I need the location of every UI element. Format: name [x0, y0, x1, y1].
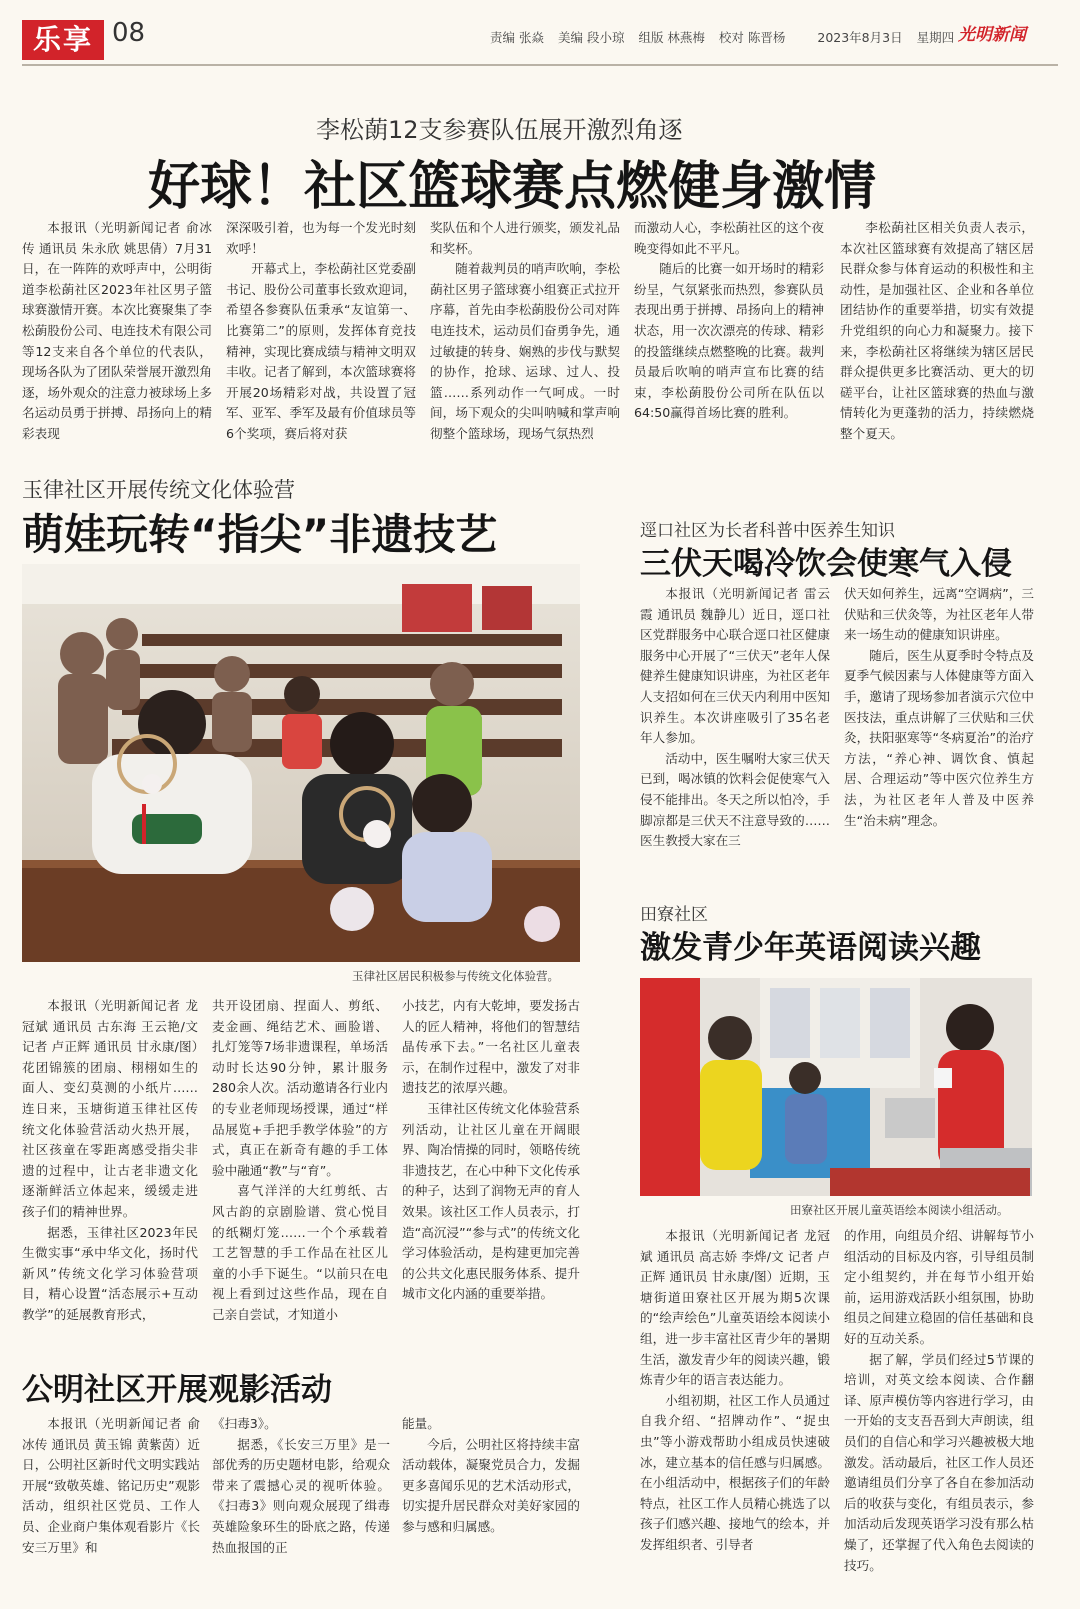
article2-photo-caption: 玉律社区居民积极参与传统文化体验营。	[352, 969, 559, 983]
article2-col2	[212, 996, 388, 1328]
editor-credit: 责编 张焱	[490, 30, 544, 45]
article-paragraph: 而激动人心，李松蓢社区的这个夜晚变得如此不平凡。	[634, 220, 824, 256]
article-paragraph: 本报讯（光明新闻记者 龙冠斌 通讯员 古东海 王云艳/文 记者 卢正辉 通讯员 甘永康/图）花团锦簇的团扇、栩栩如生的面人、变幻莫测的小纸片……连日来，玉塘街道玉律社区传统文化体验营活动火热开展，社区孩童在零距离感受指尖非遗的过程中，让古老非遗文化逐渐鲜活立体起来，缓缓走进孩子们的精神世界。	[22, 998, 198, 1219]
section-tag: 乐享	[22, 20, 104, 60]
article-paragraph: 据悉，《长安三万里》是一部优秀的历史题材电影，给观众带来了震撼心灵的视听体验。《扫毒3》则向观众展现了缉毒英雄险象环生的卧底之路，传递热血报国的正	[212, 1436, 390, 1555]
article1-col3	[430, 218, 620, 441]
designer-credit: 美编 段小琼	[557, 30, 625, 45]
article4-photo-caption: 田寮社区开展儿童英语绘本阅读小组活动。	[790, 1203, 1009, 1217]
layout-credit: 组版 林燕梅	[638, 30, 705, 45]
article3-title: 三伏天喝冷饮会使寒气入侵	[640, 546, 1012, 582]
article-paragraph: 本报讯（光明新闻记者 雷云霞 通讯员 魏静儿）近日，逕口社区党群服务中心联合逕口社区健康服务中心开展了“三伏天”老年人保健养生健康知识讲座，为社区老年人支招如何在三伏天内利用中医知识养生。本次讲座吸引了35名老年人参加。	[640, 586, 830, 746]
issue-date: 2023年8月3日	[817, 30, 903, 45]
article-paragraph: 本报讯（光明新闻记者 俞冰传 通讯员 朱永欣 姚思倩）7月31日，在一阵阵的欢呼声中，公明街道李松蓢社区2023年社区男子篮球赛激情开赛。本次比赛聚集了李松蓢股份公司、电连技术有限公司等12支来自各个单位的代表队，现场各队为了团队荣誉展开激烈角逐，场外观众的注意力被球场上多名运动员勇于拼搏、昂扬向上的精彩表现	[22, 220, 212, 441]
article-paragraph: 随着裁判员的哨声吹响，李松蓢社区男子篮球赛小组赛正式拉开序幕，首先由李松蓢股份公司对阵电连技术，运动员们奋勇争先，通过敏捷的转身、娴熟的步伐与默契的协作，抢球、运球、过人、投篮……系列动作一气呵成。一时间，场下观众的尖叫呐喊和掌声响彻整个篮球场，现场气氛热烈	[430, 261, 620, 441]
article-paragraph: 《扫毒3》。	[212, 1416, 277, 1431]
article2-subtitle: 玉律社区开展传统文化体验营	[22, 478, 295, 502]
page-number: 08	[112, 18, 146, 48]
article-paragraph: 小组初期，社区工作人员通过自我介绍、“招牌动作”、“捉虫虫”等小游戏帮助小组成员快速破冰，建立基本的信任感与归属感。在小组活动中，根据孩子们的年龄特点，社区工作人员精心挑选了以孩子们感兴趣、接地气的绘本，并发挥组织者、引导者	[640, 1392, 830, 1552]
article3-col2	[844, 584, 1034, 854]
article-paragraph: 开幕式上，李松蓢社区党委副书记、股份公司董事长致欢迎词，希望各参赛队伍秉承“友谊第一、比赛第二”的原则，发挥体育竞技精神，实现比赛成绩与精神文明双丰收。记者了解到，本次篮球赛将开展20场精彩对战，共设置了冠军、亚军、季军及最有价值球员等6个奖项，赛后将对获	[226, 261, 416, 441]
article4-title: 激发青少年英语阅读兴趣	[640, 930, 981, 966]
article3-col1	[640, 584, 830, 854]
proofreader-credit: 校对 陈晋杨	[718, 30, 786, 45]
article4-col2	[844, 1226, 1034, 1573]
article-paragraph: 奖队伍和个人进行颁奖，颁发礼品和奖杯。	[430, 220, 620, 256]
article2-col1	[22, 996, 198, 1328]
article-paragraph: 李松蓢社区相关负责人表示，本次社区篮球赛有效提高了辖区居民群众参与体育运动的积极性和主动性，是加强社区、企业和各单位团结协作的重要举措，切实有效提升党组织的向心力和凝聚力。接下来，李松蓢社区将继续为辖区居民群众提供更多比赛活动、更大的切磋平台，让社区篮球赛的热血与激情转化为更蓬勃的活力，持续燃烧整个夏天。	[840, 220, 1034, 441]
article-paragraph: 玉律社区传统文化体验营系列活动，让社区儿童在开阔眼界、陶冶情操的同时，领略传统非遗技艺，在心中种下文化传承的种子，达到了润物无声的育人效果。该社区工作人员表示，打造“高沉浸”“参与式”的传统文化学习体验活动，是构建更加完善的公共文化惠民服务体系、提升城市文化内涵的重要举措。	[402, 1100, 580, 1302]
article-paragraph: 共开设团扇、捏面人、剪纸、麦金画、绳结艺术、画脸谱、扎灯笼等7场非遗课程，单场活动时长达90分钟，累计服务280余人次。活动邀请各行业内的专业老师现场授课，通过“样品展览+手把手教学体验”的方式，真正在新奇有趣的手工体验中融通“教”与“育”。	[212, 998, 388, 1178]
article1-title: 好球！社区篮球赛点燃健身激情	[148, 157, 877, 217]
article-paragraph: 随后，医生从夏季时令特点及夏季气候因素与人体健康等方面入手，邀请了现场参加者演示穴位中医技法，重点讲解了三伏贴和三伏灸，扶阳驱寒等“冬病夏治”的治疗方法，“养心神、调饮食、慎起居、合理运动”等中医穴位养生方法，为社区老年人普及中医养生“治未病”理念。	[844, 647, 1034, 828]
article-paragraph: 小技艺，内有大乾坤，要发扬古人的匠人精神，将他们的智慧结晶传承下去。”一名社区儿童表示，在制作过程中，激发了对非遗技艺的浓厚兴趣。	[402, 998, 580, 1096]
article5-col3	[402, 1414, 580, 1564]
issue-weekday: 星期四	[916, 30, 955, 45]
article-paragraph: 本报讯（光明新闻记者 俞冰传 通讯员 黄玉锦 黄紫茵）近日，公明社区新时代文明实践站开展“致敬英雄、铭记历史”观影活动，组织社区党员、工作人员、企业商户集体观看影片《长安三万里》和	[22, 1416, 200, 1555]
article1-col5	[840, 218, 1034, 441]
article-paragraph: 据悉，玉律社区2023年民生微实事“承中华文化，扬时代新风”传统文化学习体验营项目，精心设置“活态展示+互动教学”的延展教育形式，	[22, 1224, 198, 1322]
craft-workshop-illustration	[22, 564, 580, 962]
reading-group-illustration	[640, 978, 1032, 1196]
craft-workshop-photo	[22, 564, 580, 962]
article-paragraph: 的作用，向组员介绍、讲解每节小组活动的目标及内容，引导组员制定小组契约，并在每节小组开始前，运用游戏活跃小组氛围，协助组员之间建立稳固的信任基础和良好的互动关系。	[844, 1228, 1034, 1346]
header-divider	[22, 64, 1058, 66]
article1-subtitle: 李松蓢12支参赛队伍展开激烈角逐	[316, 116, 683, 144]
article-paragraph: 本报讯（光明新闻记者 龙冠斌 通讯员 高志娇 李烨/文 记者 卢正辉 通讯员 甘永康/图）近期，玉塘街道田寮社区开展为期5次课的“绘声绘色”儿童英语绘本阅读小组，进一步丰富社区青少年的暑期生活，激发青少年的阅读兴趣，锻炼青少年的语言表达能力。	[640, 1228, 830, 1388]
article-paragraph: 今后，公明社区将持续丰富活动载体，凝聚党员合力，发掘更多喜闻乐见的艺术活动形式，切实提升居民群众对美好家园的参与感和归属感。	[402, 1436, 580, 1534]
article-paragraph: 据了解，学员们经过5节课的培训，对英文绘本阅读、合作翻译、原声模仿等内容进行学习，由一开始的支支吾吾到大声朗读，组员们的自信心和学习兴趣被极大地激发。活动最后，社区工作人员还邀请组员们分享了各自在参加活动后的收获与变化，有组员表示，参加活动后发现英语学习没有那么枯燥了，还掌握了代入角色去阅读的技巧。	[844, 1351, 1034, 1573]
article-paragraph: 随后的比赛一如开场时的精彩纷呈，气氛紧张而热烈，参赛队员表现出勇于拼搏、昂扬向上的精神状态，用一次次漂亮的传球、精彩的投篮继续点燃整晚的比赛。裁判员最后吹响的哨声宣布比赛的结束，李松蓢股份公司所在队伍以64:50赢得首场比赛的胜利。	[634, 261, 824, 421]
paper-logo: 光明新闻	[958, 25, 1026, 45]
article4-col1	[640, 1226, 830, 1558]
article5-col1	[22, 1414, 200, 1564]
article5-col2	[212, 1414, 390, 1564]
article-paragraph: 伏天如何养生，远离“空调病”，三伏贴和三伏灸等，为社区老年人带来一场生动的健康知识讲座。	[844, 586, 1034, 643]
header-meta	[490, 28, 964, 46]
article4-subtitle: 田寮社区	[640, 905, 708, 925]
article1-col4	[634, 218, 824, 434]
article5-title: 公明社区开展观影活动	[22, 1372, 332, 1408]
article1-col2	[226, 218, 416, 441]
reading-group-photo	[640, 978, 1032, 1196]
article-paragraph: 能量。	[402, 1416, 440, 1431]
article-paragraph: 喜气洋洋的大红剪纸、古风古韵的京剧脸谱、赏心悦目的纸糊灯笼……一个个承载着工艺智慧的手工作品在社区儿童的小手下诞生。“以前只在电视上看到过这些作品，现在自己亲自尝试，才知道小	[212, 1183, 388, 1322]
article3-subtitle: 逕口社区为长者科普中医养生知识	[640, 521, 895, 541]
article-paragraph: 深深吸引着，也为每一个发光时刻欢呼！	[226, 220, 416, 256]
article-paragraph: 活动中，医生嘱咐大家三伏天已到，喝冰镇的饮料会促使寒气入侵不能排出。冬天之所以怕冷，手脚凉都是三伏天不注意导致的……医生教授大家在三	[640, 750, 830, 849]
article2-title: 萌娃玩转“指尖”非遗技艺	[22, 510, 498, 559]
article1-col1	[22, 218, 212, 441]
article2-col3	[402, 996, 580, 1328]
